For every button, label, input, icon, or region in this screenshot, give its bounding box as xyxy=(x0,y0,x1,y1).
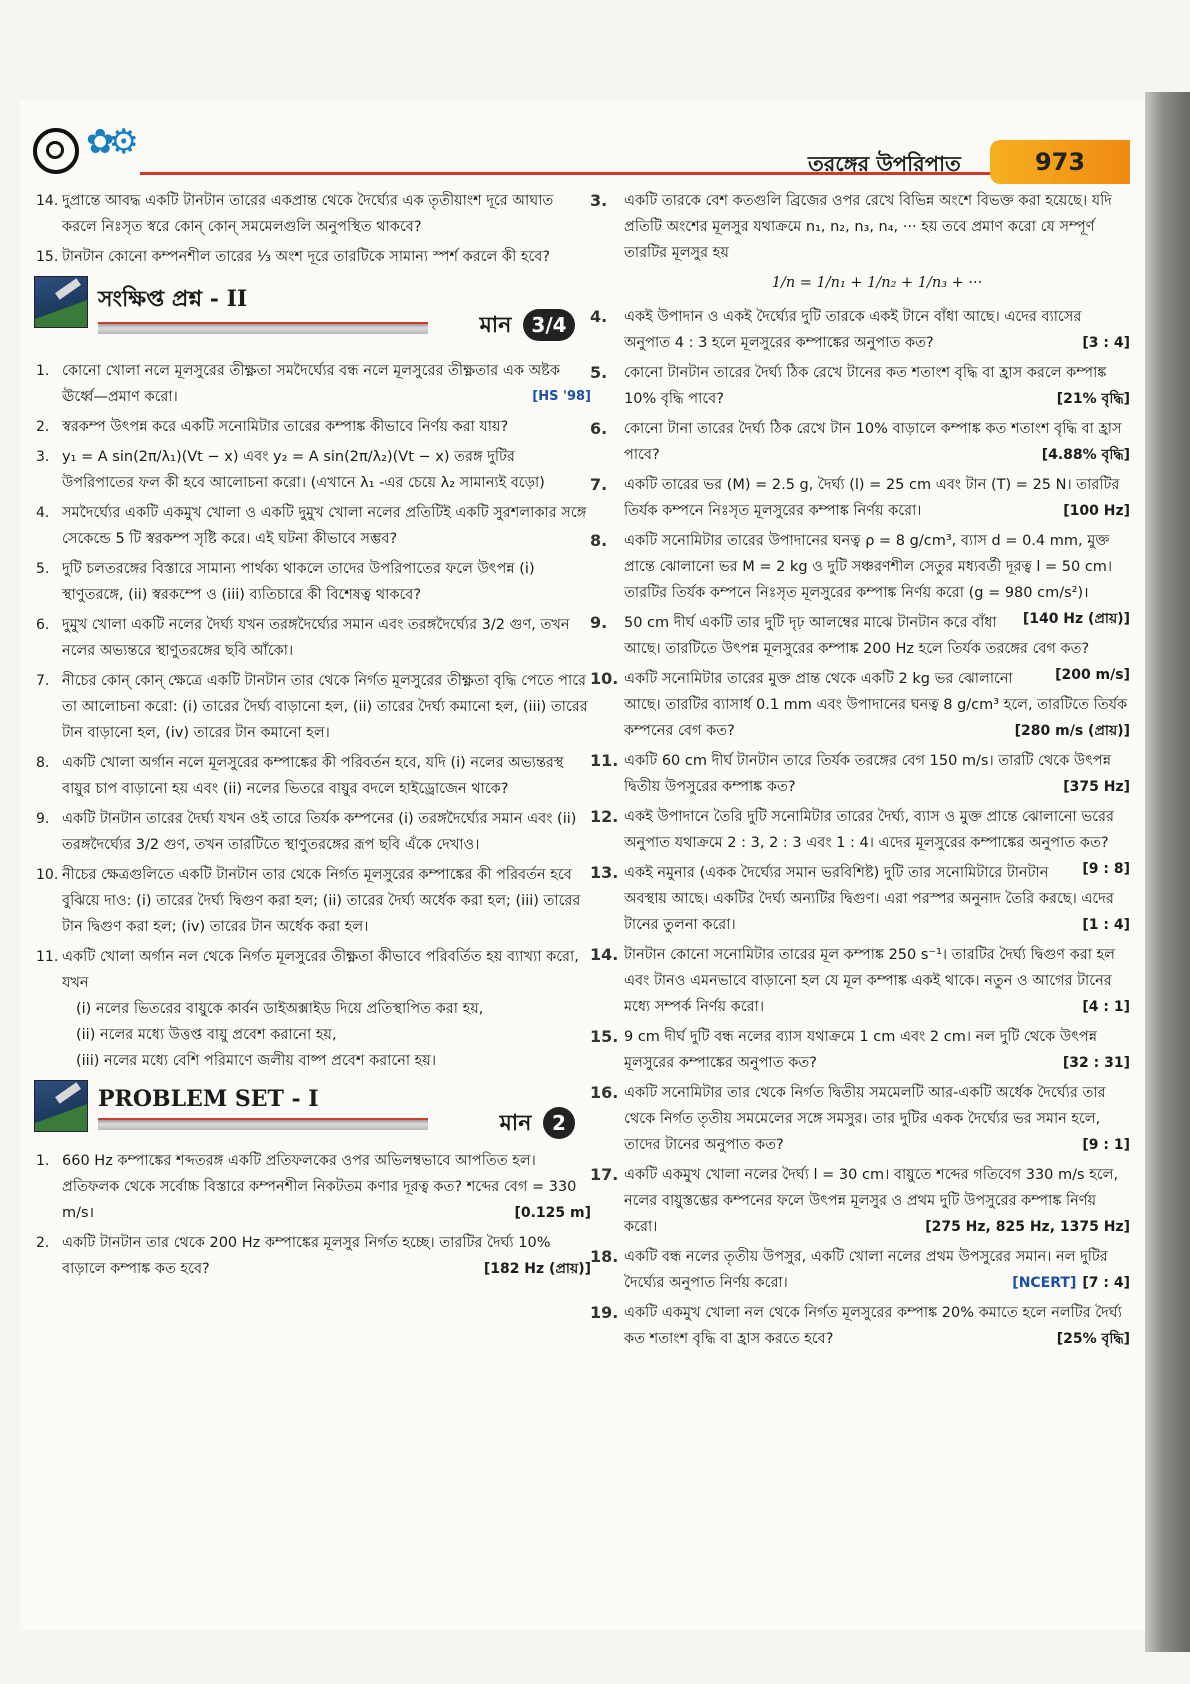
marks-label: মান xyxy=(479,313,512,338)
short-question-8 xyxy=(36,750,591,802)
question-number: 6. xyxy=(36,617,50,633)
problem-17 xyxy=(590,1162,1130,1240)
question-text: 50 cm দীর্ঘ একটি তার দুটি দৃঢ় আলম্বের মাঝে টানটান করে বাঁধা আছে। তারটিতে উৎপন্ন মূলসুরের কম্পাঙ্ক 200 Hz হলে তির্যক তরঙ্গের বেগ কত? xyxy=(624,615,1090,657)
section-marks xyxy=(500,1106,575,1143)
question-text: একটি একমুখ খোলা নলের দৈর্ঘ্য l = 30 cm। বায়ুতে শব্দের গতিবেগ 330 m/s হলে, নলের বায়ুস্তম্ভের কম্পনের ফলে উৎপন্ন মূলসুর ও প্রথম দুটি উপসুরের কম্পাঙ্ক নির্ণয় করো। xyxy=(624,1167,1119,1235)
answer: [32 : 31] xyxy=(1062,1055,1130,1071)
answer: [21% বৃদ্ধি] xyxy=(1056,391,1130,407)
question-text: নীচের ক্ষেত্রগুলিতে একটি টানটান তার থেকে নির্গত মূলসুরের কম্পাঙ্কের কী পরিবর্তন হবে বুঝিয়ে দাও: (i) তারের দৈর্ঘ্য দ্বিগুণ করা হল; (ii) তারের দৈর্ঘ্য অর্ধেক করা হল; (iii) তারের টান দ্বিগুণ করা হল; (iv) তারের টান অর্ধেক করা হল। xyxy=(62,867,581,935)
question-number: 14. xyxy=(36,193,59,209)
answer: [9 : 1] xyxy=(1082,1137,1130,1153)
left-column xyxy=(36,188,591,1286)
question-text: একটি বন্ধ নলের তৃতীয় উপসুর, একটি খোলা নলের প্রথম উপসুরের সমান। নল দুটির দৈর্ঘ্যের অনুপাত নির্ণয় করো। xyxy=(624,1249,1108,1291)
sub-item: (ii) নলের মধ্যে উত্তপ্ত বায়ু প্রবেশ করানো হয়, xyxy=(76,1027,337,1043)
question-text: দুটি চলতরঙ্গের বিস্তারে সামান্য পার্থক্য থাকলে তাদের উপরিপাতের ফলে উৎপন্ন (i) স্থাণুতরঙ্গে, (ii) স্বরকম্পে ও (iii) ব্যতিচারে কী বিশেষত্ব থাকবে? xyxy=(62,561,535,603)
question-number: 3. xyxy=(36,449,50,465)
question-text: একটি খোলা অর্গান নল থেকে নির্গত মূলসুরের তীক্ষ্ণতা কীভাবে পরিবর্তিত হয় ব্যাখ্যা করো, যখন xyxy=(62,949,579,991)
question-number: 10. xyxy=(36,867,59,883)
page-number: 973 xyxy=(990,140,1130,184)
answer: [140 Hz (প্রায়)] xyxy=(1022,611,1130,627)
telescope-icon xyxy=(34,276,88,328)
question-number: 4. xyxy=(590,307,608,326)
question-number: 18. xyxy=(590,1247,619,1266)
answer: [0.125 m] xyxy=(514,1205,591,1221)
marks-value: 3/4 xyxy=(523,309,575,341)
question-number: 3. xyxy=(590,191,608,210)
question-text: একটি সনোমিটার তার থেকে নির্গত দ্বিতীয় সমমেলটি আর-একটি অর্ধেক দৈর্ঘ্যের তার থেকে নির্গত তৃতীয় সমমেলের সঙ্গে সমসুর। তার দুটির একক দৈর্ঘ্যের ভর সমান হলে, তাদের টানের অনুপাত কত? xyxy=(624,1085,1106,1153)
short-question-4 xyxy=(36,500,591,552)
answer: [3 : 4] xyxy=(1082,335,1130,351)
question-text: নীচের কোন্‌ কোন্‌ ক্ষেত্রে একটি টানটান তার থেকে নির্গত মূলসুরের তীক্ষ্ণতা বৃদ্ধি পেতে পারে তা আলোচনা করো: (i) তারের দৈর্ঘ্য বাড়ানো হল, (ii) তারের দৈর্ঘ্য কমানো হল, (iii) তারের টান বাড়ানো হল, (iv) তারের টান কমানো হল। xyxy=(62,673,588,741)
short-question-6 xyxy=(36,612,591,664)
question-number: 12. xyxy=(590,807,619,826)
question-text: একটি একমুখ খোলা নল থেকে নির্গত মূলসুরের কম্পাঙ্ক 20% কমাতে হলে নলটির দৈর্ঘ্য কত শতাংশ বৃদ্ধি বা হ্রাস করতে হবে? xyxy=(624,1305,1122,1347)
question-number: 17. xyxy=(590,1165,619,1184)
question-citation: [HS '98] xyxy=(532,389,591,404)
question-text: টানটান কোনো সনোমিটার তারের মূল কম্পাঙ্ক 250 s⁻¹। তারটির দৈর্ঘ্য দ্বিগুণ করা হল এবং টানও এমনভাবে বাড়ানো হল যে মূল কম্পাঙ্ক একই থাকে। নতুন ও আগের টানের মধ্যে সম্পর্ক নির্ণয় করো। xyxy=(624,947,1115,1015)
answer: [1 : 4] xyxy=(1082,917,1130,933)
question-number: 1. xyxy=(36,1153,50,1169)
question-text: দুপ্রান্তে আবদ্ধ একটি টানটান তারের একপ্রান্ত থেকে দৈর্ঘ্যের এক তৃতীয়াংশ দূরে আঘাত করলে নিঃসৃত স্বরে কোন্‌ কোন্‌ সমমেলগুলি অনুপস্থিত থাকবে? xyxy=(62,193,554,235)
answer: [275 Hz, 825 Hz, 1375 Hz] xyxy=(925,1219,1130,1235)
short-question-2 xyxy=(36,414,591,440)
question-number: 14. xyxy=(590,945,619,964)
question-text: একটি তারকে বেশ কতগুলি ব্রিজের ওপর রেখে বিভিন্ন অংশে বিভক্ত করা হয়েছে। যদি প্রতিটি অংশের মূলসুর যথাক্রমে n₁, n₂, n₃, n₄, ··· হয় তবে প্রমাণ করো যে সম্পূর্ণ তারটির মূলসুর হয় xyxy=(624,193,1112,261)
question-number: 6. xyxy=(590,419,608,438)
chapter-title: তরঙ্গের উপরিপাত xyxy=(808,152,961,176)
question-number: 8. xyxy=(36,755,50,771)
short-question-11 xyxy=(36,944,591,1074)
section-title: সংক্ষিপ্ত প্রশ্ন - II xyxy=(98,286,248,312)
question-text: একই নমুনার (একক দৈর্ঘ্যের সমান ভরবিশিষ্ট) দুটি তার সনোমিটারে টানটান অবস্থায় আছে। একটির দৈর্ঘ্য অন্যটির দ্বিগুণ। এরা পরস্পর অনুনাদ তৈরি করছে। এদের টানের তুলনা করো। xyxy=(624,865,1114,933)
answer: [100 Hz] xyxy=(1063,503,1130,519)
answer: [280 m/s (প্রায়)] xyxy=(1014,723,1130,739)
section-marks xyxy=(480,308,575,345)
short-question-7 xyxy=(36,668,591,746)
question-text: স্বরকম্প উৎপন্ন করে একটি সনোমিটার তারের কম্পাঙ্ক কীভাবে নির্ণয় করা যায়? xyxy=(62,419,509,435)
question-number: 5. xyxy=(590,363,608,382)
head-logo-icon xyxy=(33,128,79,174)
question-text: একটি খোলা অর্গান নলে মূলসুরের কম্পাঙ্কের কী পরিবর্তন হবে, যদি (i) নলের অভ্যন্তরস্থ বায়ুর চাপ বাড়ানো হয় এবং (ii) নলের ভিতরে বায়ুর বদলে হাইড্রোজেন থাকে? xyxy=(62,755,564,797)
problem-11 xyxy=(590,748,1130,800)
question-text: কোনো খোলা নলে মূলসুরের তীক্ষ্ণতা সমদৈর্ঘ্যের বন্ধ নলে মূলসুরের তীক্ষ্ণতার এক অষ্টক ঊর্ধ্বে—প্রমাণ করো। xyxy=(62,363,560,405)
problem-18 xyxy=(590,1244,1130,1296)
question-number: 2. xyxy=(36,419,50,435)
problem-13 xyxy=(590,860,1130,938)
question-text: একটি টানটান তারের দৈর্ঘ্য যখন ওই তারে তির্যক কম্পনের (i) তরঙ্গদৈর্ঘ্যের সমান এবং (ii) তরঙ্গদৈর্ঘ্যের 3/2 গুণ, তখন তারটিতে স্থাণুতরঙ্গের রূপ ছবি এঁকে দেখাও। xyxy=(62,811,577,853)
problem-4 xyxy=(590,304,1130,356)
question-number: 11. xyxy=(590,751,619,770)
telescope-icon xyxy=(34,1080,88,1132)
section-problem-set xyxy=(36,1080,591,1140)
answer: [4.88% বৃদ্ধি] xyxy=(1041,447,1130,463)
answer: [200 m/s] xyxy=(1055,667,1130,683)
problem-16 xyxy=(590,1080,1130,1158)
question-number: 9. xyxy=(590,613,608,632)
question-number: 9. xyxy=(36,811,50,827)
answer: [4 : 1] xyxy=(1082,999,1130,1015)
gear-icon: ✿⚙ xyxy=(86,122,133,162)
question-14 xyxy=(36,188,591,240)
question-text: y₁ = A sin(2π/λ₁)(Vt − x) এবং y₂ = A sin(2π/λ₂)(Vt − x) তরঙ্গ দুটির উপরিপাতের ফল কী হবে আলোচনা করো। (এখানে λ₁ -এর চেয়ে λ₂ সামান্যই বড়ো) xyxy=(62,449,545,491)
question-text: একটি সনোমিটার তারের উপাদানের ঘনত্ব ρ = 8 g/cm³, ব্যাস d = 0.4 mm, মুক্ত প্রান্তে ঝোলানো ভর M = 2 kg ও দুটি সঞ্চরণশীল সেতুর মধ্যবর্তী দূরত্ব l = 50 cm। তারটির তির্যক কম্পনে নিঃসৃত মূলসুরের কম্পাঙ্ক নির্ণয় করো (g = 980 cm/s²)। xyxy=(624,533,1113,601)
question-text: একটি 60 cm দীর্ঘ টানটান তারে তির্যক তরঙ্গের বেগ 150 m/s। তারটি থেকে উৎপন্ন দ্বিতীয় উপসুরের কম্পাঙ্ক কত? xyxy=(624,753,1112,795)
question-text: সমদৈর্ঘ্যের একটি একমুখ খোলা ও একটি দুমুখ খোলা নলের প্রতিটিই একটি সুরশলাকার সঙ্গে সেকেন্ডে 5 টি স্বরকম্প সৃষ্টি করে। এই ঘটনা কীভাবে সম্ভব? xyxy=(62,505,587,547)
short-question-5 xyxy=(36,556,591,608)
question-text: কোনো টানা তারের দৈর্ঘ্য ঠিক রেখে টান 10% বাড়ালে কম্পাঙ্ক কত শতাংশ বৃদ্ধি বা হ্রাস পাবে? xyxy=(624,421,1122,463)
short-question-10 xyxy=(36,862,591,940)
problem-19 xyxy=(590,1300,1130,1352)
answer: [9 : 8] xyxy=(1082,861,1130,877)
section-title: PROBLEM SET - I xyxy=(98,1086,319,1112)
question-number: 10. xyxy=(590,669,619,688)
problem-3 xyxy=(590,188,1130,300)
question-number: 7. xyxy=(36,673,50,689)
answer-value: [7 : 4] xyxy=(1082,1275,1130,1291)
answer: [375 Hz] xyxy=(1063,779,1130,795)
question-number: 13. xyxy=(590,863,619,882)
question-text: একটি তারের ভর (M) = 2.5 g, দৈর্ঘ্য (l) = 25 cm এবং টান (T) = 25 N। তারটির তির্যক কম্পনে নিঃসৃত মূলসুরের কম্পাঙ্ক নির্ণয় করো। xyxy=(624,477,1120,519)
marks-label: মান xyxy=(499,1111,532,1136)
source-tag: [NCERT] xyxy=(1012,1275,1077,1291)
question-text: দুমুখ খোলা একটি নলের দৈর্ঘ্য যখন তরঙ্গদৈর্ঘ্যের সমান এবং তরঙ্গদৈর্ঘ্যের 3/2 গুণ, তখন নলের অভ্যন্তরে স্থাণুতরঙ্গের ছবি আঁকো। xyxy=(62,617,570,659)
problem-6 xyxy=(590,416,1130,468)
answer: [25% বৃদ্ধি] xyxy=(1056,1331,1130,1347)
question-number: 2. xyxy=(36,1235,50,1251)
marks-value: 2 xyxy=(543,1107,575,1139)
short-question-9 xyxy=(36,806,591,858)
problem-5 xyxy=(590,360,1130,412)
question-text: কোনো টানটান তারের দৈর্ঘ্য ঠিক রেখে টানের কত শতাংশ বৃদ্ধি বা হ্রাস করলে কম্পাঙ্ক 10% বৃদ্ধি পাবে? xyxy=(624,365,1107,407)
question-number: 11. xyxy=(36,949,59,965)
sub-item: (iii) নলের মধ্যে বেশি পরিমাণে জলীয় বাষ্প প্রবেশ করানো হয়। xyxy=(76,1053,437,1069)
problem-15 xyxy=(590,1024,1130,1076)
problem-10 xyxy=(590,666,1130,744)
answer: [182 Hz (প্রায়)] xyxy=(483,1261,591,1277)
question-text: একটি টানটান তার থেকে 200 Hz কম্পাঙ্কের মূলসুর নির্গত হচ্ছে। তারটির দৈর্ঘ্য 10% বাড়ালে কম্পাঙ্ক কত হবে? xyxy=(62,1235,551,1277)
formula: 1/n = 1/n₁ + 1/n₂ + 1/n₃ + ··· xyxy=(771,275,983,291)
question-number: 5. xyxy=(36,561,50,577)
problem-14 xyxy=(590,942,1130,1020)
problem-7 xyxy=(590,472,1130,524)
question-number: 15. xyxy=(36,249,59,265)
right-column xyxy=(590,188,1130,1356)
problem-8 xyxy=(590,528,1130,627)
question-text: 660 Hz কম্পাঙ্কের শব্দতরঙ্গ একটি প্রতিফলকের ওপর অভিলম্বভাবে আপতিত হল। প্রতিফলক থেকে সর্বোচ্চ বিস্তারে কম্পনশীল নিকটতম কণার দূরত্ব কত? শব্দের বেগ = 330 m/s। xyxy=(62,1153,577,1221)
short-question-1 xyxy=(36,358,591,410)
question-number: 4. xyxy=(36,505,50,521)
answer xyxy=(1012,1270,1130,1296)
question-text: 9 cm দীর্ঘ দুটি বন্ধ নলের ব্যাস যথাক্রমে 1 cm এবং 2 cm। নল দুটি থেকে উৎপন্ন মূলসুরের কম্পাঙ্কের অনুপাত কত? xyxy=(624,1029,1097,1071)
question-15 xyxy=(36,244,591,270)
question-number: 1. xyxy=(36,363,50,379)
question-number: 19. xyxy=(590,1303,619,1322)
problem-2 xyxy=(36,1230,591,1282)
sub-item: (i) নলের ভিতরের বায়ুকে কার্বন ডাইঅক্সাইড দিয়ে প্রতিস্থাপিত করা হয়, xyxy=(76,1001,484,1017)
question-text: একটি সনোমিটার তারের মুক্ত প্রান্ত থেকে একটি 2 kg ভর ঝোলানো আছে। তারটির ব্যাসার্ধ 0.1 mm এবং উপাদানের ঘনত্ব 8 g/cm³ হলে, তারটিতে তির্যক কম্পনের বেগ কত? xyxy=(624,671,1128,739)
problem-1 xyxy=(36,1148,591,1226)
question-text: একই উপাদানে তৈরি দুটি সনোমিটার তারের দৈর্ঘ্য, ব্যাস ও মুক্ত প্রান্তে ঝোলানো ভরের অনুপাত যথাক্রমে 2 : 3, 2 : 3 এবং 1 : 4। এদের মূলসুরের কম্পাঙ্কের অনুপাত কত? xyxy=(624,809,1114,851)
section-bar xyxy=(98,322,428,334)
question-number: 8. xyxy=(590,531,608,550)
question-number: 15. xyxy=(590,1027,619,1046)
question-text: টানটান কোনো কম্পনশীল তারের ⅓ অংশ দূরে তারটিকে সামান্য স্পর্শ করলে কী হবে? xyxy=(62,249,551,265)
question-number: 16. xyxy=(590,1083,619,1102)
question-text: একই উপাদান ও একই দৈর্ঘ্যের দুটি তারকে একই টানে বাঁধা আছে। এদের ব্যাসের অনুপাত 4 : 3 হলে মূলসুরের কম্পাঙ্কের অনুপাত কত? xyxy=(624,309,1082,351)
short-question-3 xyxy=(36,444,591,496)
section-short-questions xyxy=(36,276,591,350)
page-edge xyxy=(1145,92,1190,1652)
question-number: 7. xyxy=(590,475,608,494)
section-bar xyxy=(98,1118,428,1130)
